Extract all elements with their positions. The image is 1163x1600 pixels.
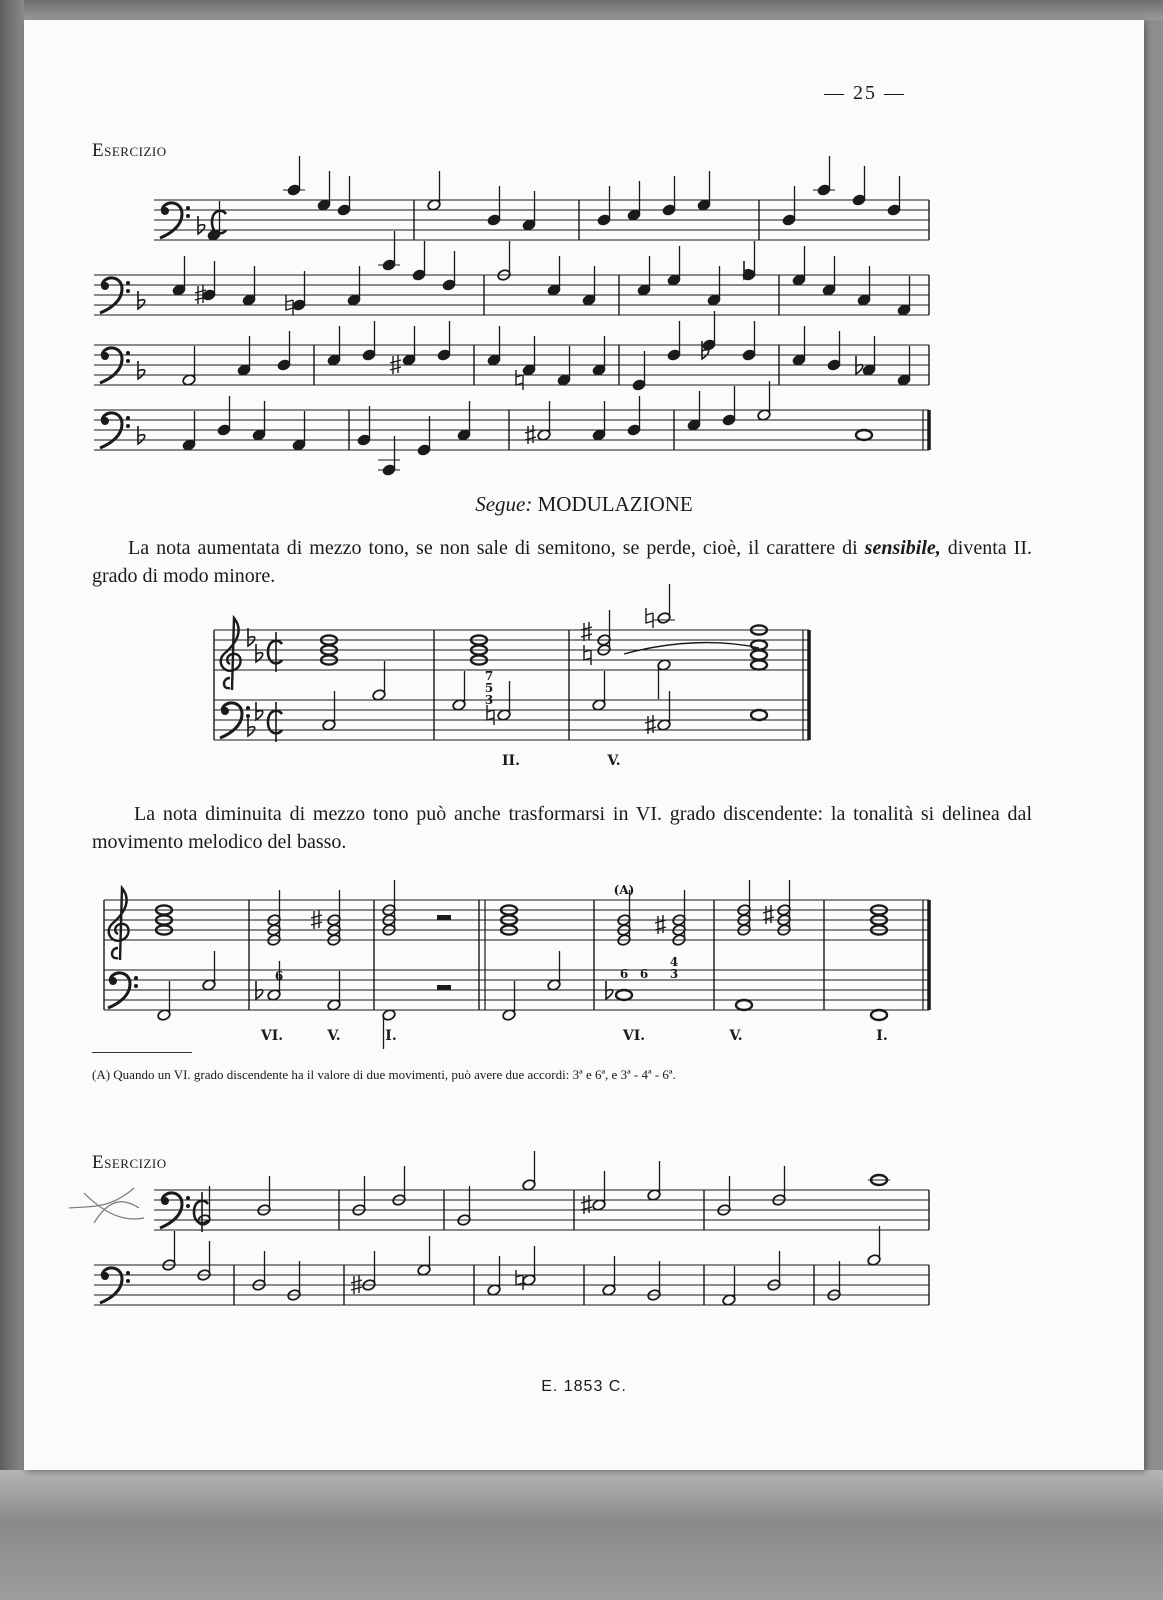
- treble-clef: [221, 618, 241, 690]
- natural-sign: [516, 370, 523, 390]
- flat-sign: [248, 628, 255, 646]
- page-number: — 25 —: [824, 82, 906, 104]
- degree-label: I.: [385, 1028, 397, 1044]
- para-1-emph: sensibile,: [864, 537, 941, 559]
- flat-sign: [256, 702, 263, 720]
- footnote-rule: [92, 1052, 192, 1053]
- sharp-sign: [763, 905, 774, 924]
- flat-sign: [256, 644, 263, 662]
- modulation-title: [24, 492, 1144, 517]
- half-rest: [437, 985, 451, 990]
- natural-sign: [487, 705, 494, 725]
- para-1-part1: La nota aumentata di mezzo tono, se non sale di semitono, se perde, cioè, il carattere di: [128, 537, 865, 559]
- figure-label: 6: [619, 967, 629, 981]
- degree-label: II.: [502, 753, 520, 769]
- title-lead: Segue:: [475, 492, 533, 516]
- natural-sign: [584, 645, 591, 665]
- music-example-2: [24, 870, 1144, 1050]
- whole-note: [616, 990, 632, 1000]
- sharp-sign: [581, 1195, 592, 1214]
- score-page: [24, 20, 1144, 1470]
- half-rest: [437, 915, 451, 920]
- figure-label: 7: [484, 669, 494, 683]
- whole-note: [751, 710, 767, 720]
- flat-sign: [256, 981, 263, 999]
- title-main: MODULAZIONE: [537, 492, 693, 516]
- flat-sign: [248, 718, 255, 736]
- degree-label: VI.: [622, 1028, 646, 1044]
- whole-note: [856, 430, 872, 440]
- sharp-sign: [655, 915, 666, 934]
- scan-top-edge: [0, 0, 1163, 20]
- figure-label: 5: [484, 681, 494, 695]
- tie-arc: [624, 643, 759, 654]
- flat-sign: [138, 291, 145, 309]
- exercise-heading-2: Esercizio: [92, 1152, 167, 1173]
- scan-bottom-edge: [0, 1470, 1163, 1600]
- whole-note: [751, 650, 767, 659]
- sharp-sign: [645, 715, 656, 734]
- exercise-1-staves: [24, 180, 1144, 460]
- modulation-paragraph-2: La nota diminuita di mezzo tono può anche trasformarsi in VI. grado discendente: la tonalità si delinea dal movimento melodico del basso.: [92, 803, 1032, 853]
- degree-label: V.: [607, 753, 621, 769]
- footnote: (A) Quando un VI. grado discendente ha il valore di due movimenti, può avere due accordi: 3ª e 6ª, e 3ª - 4ª - 6ª.: [92, 1067, 676, 1082]
- scan-left-edge: [0, 0, 24, 1600]
- degree-label: V.: [327, 1028, 341, 1044]
- natural-sign: [646, 608, 653, 628]
- flat-sign: [198, 216, 205, 234]
- sharp-sign: [581, 622, 592, 641]
- whole-note: [871, 1010, 887, 1020]
- figure-label: (A): [613, 883, 635, 897]
- music-example-1: [24, 610, 1144, 770]
- whole-note: [751, 660, 767, 669]
- flat-sign: [856, 356, 863, 374]
- sharp-sign: [525, 425, 536, 444]
- degree-label: VI.: [260, 1028, 284, 1044]
- exercise-2-staves: [24, 1180, 1144, 1320]
- figure-label: 6: [639, 967, 649, 981]
- para-1-part2: diventa II. grado di modo minore.: [92, 537, 1033, 587]
- degree-label: I.: [876, 1028, 888, 1044]
- exercise-heading-1: Esercizio: [92, 140, 167, 161]
- figure-label: 3: [669, 967, 679, 981]
- figure-label: 4: [669, 955, 679, 969]
- natural-sign: [516, 1270, 523, 1290]
- degree-label: V.: [729, 1028, 743, 1044]
- flat-sign: [606, 981, 613, 999]
- catalog-number: E. 1853 C.: [541, 1378, 627, 1395]
- modulation-paragraph-1: [92, 534, 1032, 590]
- treble-clef: [109, 888, 129, 960]
- figure-label: 3: [484, 693, 494, 707]
- whole-note: [736, 1000, 752, 1010]
- figure-label: 6: [274, 969, 284, 983]
- flat-sign: [138, 361, 145, 379]
- flat-sign: [138, 426, 145, 444]
- whole-note: [751, 640, 767, 649]
